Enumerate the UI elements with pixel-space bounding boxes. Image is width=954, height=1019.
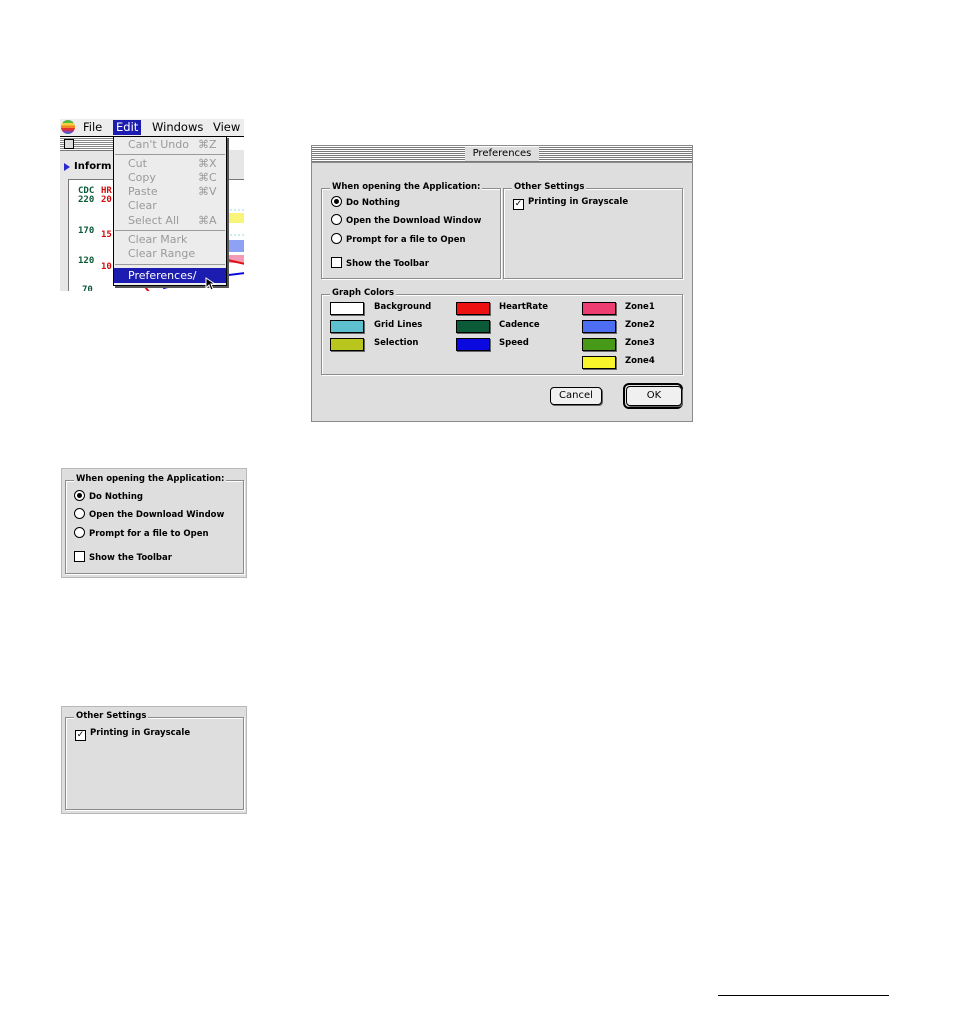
group-label: Other Settings [514,182,585,192]
menu-item-cut[interactable] [114,157,226,171]
page-footer-rule [718,995,889,996]
graph-label-15: 15 [101,230,112,240]
radio-label: Open the Download Window [346,216,482,226]
radio-label: Do Nothing [346,198,400,208]
radio-button[interactable] [74,490,85,501]
radio-prompt-file[interactable] [74,527,209,540]
graph-label-hr: HR [101,186,112,196]
radio-label: Open the Download Window [89,510,225,520]
checkbox-label: Show the Toolbar [346,259,429,269]
color-swatch-background[interactable] [330,302,364,315]
open-behavior-group [65,474,244,574]
window-close-box[interactable] [64,139,74,149]
open-behavior-group [321,182,501,279]
checkbox[interactable] [331,257,342,268]
color-label: Speed [499,338,529,348]
checkbox-show-toolbar[interactable] [74,551,172,564]
menu-item-copy[interactable] [114,171,226,185]
color-label: Cadence [499,320,540,330]
radio-open-download-window[interactable] [74,508,224,521]
radio-button[interactable] [331,196,342,207]
color-swatch-heartrate[interactable] [456,302,490,315]
radio-open-download-window[interactable] [331,214,481,227]
group-label: When opening the Application: [332,182,481,192]
color-swatch-selection[interactable] [330,338,364,351]
group-label: Graph Colors [332,288,395,298]
menu-item-shortcut: ⌘X [198,157,217,170]
color-label: Zone4 [625,356,655,366]
radio-label: Do Nothing [89,492,143,502]
checkbox-show-toolbar[interactable] [331,257,429,270]
graph-label-10: 10 [101,262,112,272]
menu-bar [60,119,244,137]
color-swatch-zone4[interactable] [582,356,616,369]
radio-button[interactable] [74,508,85,519]
color-swatch-grid-lines[interactable] [330,320,364,333]
disclosure-triangle-icon[interactable] [64,163,70,171]
menu-item-label: Clear Mark [128,233,188,246]
menu-item-paste[interactable] [114,185,226,199]
color-swatch-cadence[interactable] [456,320,490,333]
menu-item-undo[interactable] [114,138,226,152]
color-label: Grid Lines [374,320,423,330]
group-label: When opening the Application: [76,474,225,484]
graph-label-20: 20 [101,195,112,205]
menu-separator [115,264,225,265]
color-label: Background [374,302,432,312]
menu-item-clear-range[interactable] [114,247,226,261]
other-settings-crop [61,706,247,814]
menu-file[interactable]: File [83,120,103,134]
apple-menu-icon[interactable] [61,120,75,134]
dialog-title: Preferences [465,147,539,161]
checkbox-checked[interactable]: ✓ [514,199,523,209]
radio-button[interactable] [331,233,342,244]
color-label: Zone3 [625,338,655,348]
menu-item-clear[interactable] [114,199,226,213]
menu-item-clear-mark[interactable] [114,233,226,247]
radio-button[interactable] [74,527,85,538]
checkbox-label: Printing in Grayscale [528,197,629,207]
color-swatch-zone3[interactable] [582,338,616,351]
radio-do-nothing[interactable] [331,196,400,209]
radio-prompt-file[interactable] [331,233,466,246]
color-swatch-speed[interactable] [456,338,490,351]
menu-separator [115,154,225,155]
menu-item-label: Clear [128,199,157,212]
menu-item-label: Paste [128,185,158,198]
radio-label: Prompt for a file to Open [346,235,466,245]
graph-label-170: 170 [78,226,95,236]
other-settings-group [65,711,244,810]
mouse-cursor-icon [205,277,217,291]
preferences-dialog [311,145,693,422]
menu-item-label: Copy [128,171,156,184]
menu-windows[interactable]: Windows [152,120,204,134]
radio-button[interactable] [331,214,342,225]
radio-label: Prompt for a file to Open [89,529,209,539]
color-swatch-zone2[interactable] [582,320,616,333]
checkbox-grayscale[interactable] [75,727,190,740]
other-settings-group [503,182,683,279]
ok-button[interactable]: OK [626,386,682,406]
menu-item-label: Cut [128,157,147,170]
checkbox-label: Printing in Grayscale [90,728,191,738]
group-label: Other Settings [76,711,147,721]
checkbox-checked[interactable]: ✓ [76,730,85,740]
menu-item-shortcut: ⌘V [198,185,217,198]
information-tab[interactable]: Inform [74,161,112,172]
menu-item-label: Preferences/ [128,269,197,282]
graph-colors-group [321,288,683,375]
edit-dropdown-menu [113,136,227,286]
color-label: Zone2 [625,320,655,330]
graph-label-220: 220 [78,195,95,205]
graph-label-cdc: CDC [78,186,95,196]
checkbox-label: Show the Toolbar [89,553,172,563]
menu-item-shortcut: ⌘C [198,171,217,184]
menu-item-label: Can't Undo [128,138,189,151]
open-behavior-crop [61,468,247,578]
radio-do-nothing[interactable] [74,490,143,503]
graph-label-70: 70 [82,285,93,291]
color-swatch-zone1[interactable] [582,302,616,315]
color-label: HeartRate [499,302,548,312]
menu-edit[interactable]: Edit [113,120,141,135]
menu-item-select-all[interactable] [114,214,226,228]
menu-item-label: Select All [128,214,180,227]
menu-item-shortcut: ⌘Z [198,138,217,151]
color-label: Zone1 [625,302,655,312]
graph-label-120: 120 [78,256,95,266]
menu-item-label: Clear Range [128,247,196,260]
menu-separator [115,230,225,231]
menu-view[interactable]: View [213,120,241,134]
menu-item-shortcut: ⌘A [198,214,217,227]
checkbox-grayscale[interactable] [513,196,628,209]
checkbox[interactable] [74,551,85,562]
cancel-button[interactable]: Cancel [550,387,602,405]
edit-menu-screenshot [60,119,244,291]
color-label: Selection [374,338,419,348]
